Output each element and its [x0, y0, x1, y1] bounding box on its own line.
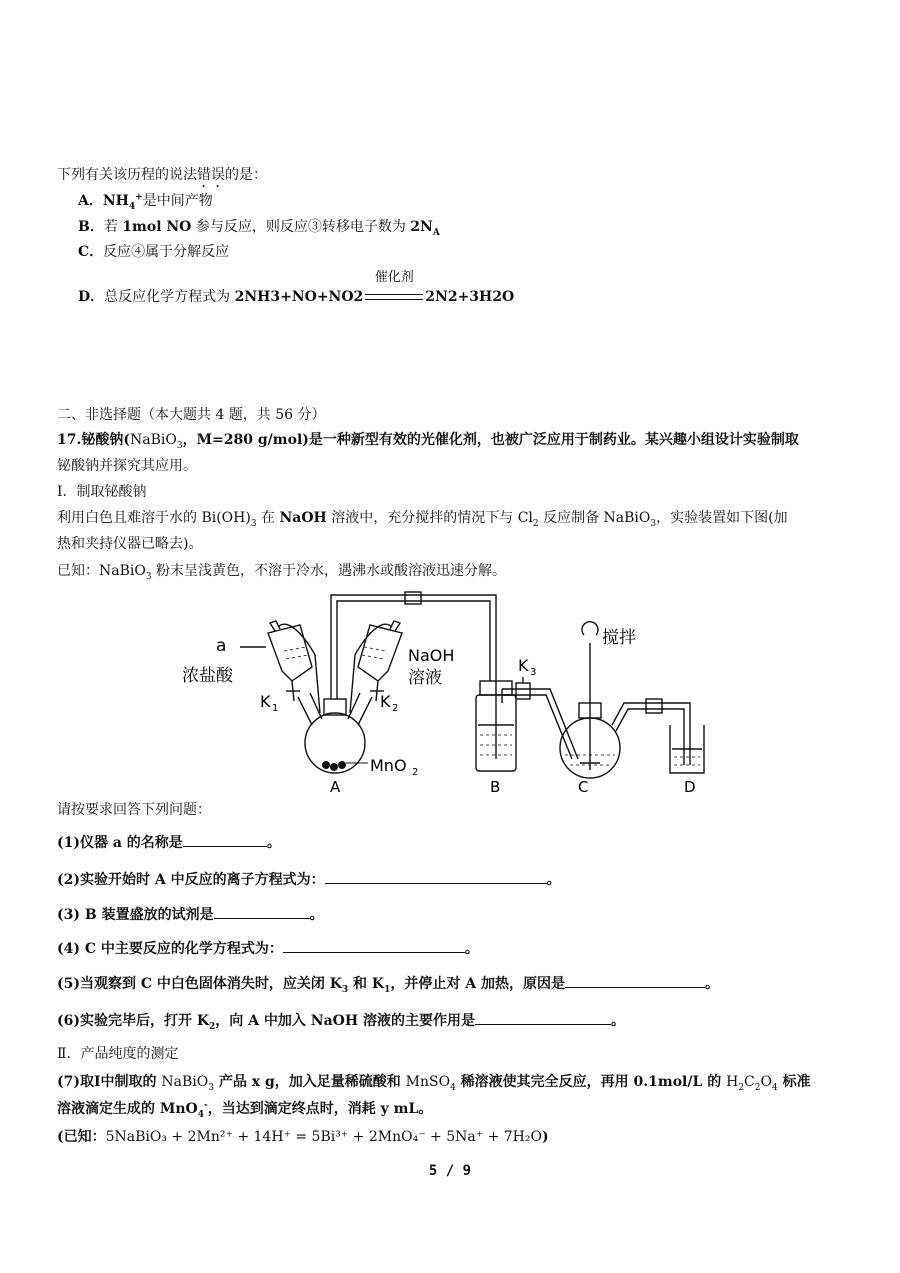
question-3: (3) B 装置盛放的试剂是 。 [57, 904, 324, 925]
label-bottle-b: B [490, 778, 501, 796]
equation-right: 2N2+3H2O [425, 289, 515, 305]
catalyst-arrow: 催化剂 [363, 287, 425, 307]
label-flask-c: C [578, 778, 589, 796]
q16-option-d: D．总反应化学方程式为 2NH3+NO+NO2 催化剂 2N2+3H2O [78, 270, 515, 305]
question-1: (1)仪器 a 的名称是 。 [57, 832, 281, 853]
label-k1-sub: 1 [272, 703, 279, 714]
apparatus-diagram [180, 585, 740, 800]
question-7-known: (已知：5NaBiO₃ + 2Mn²⁺ + 14H⁺ = 5Bi³⁺ + 2MnO₄⁻ + 5Na⁺ + 7H₂O) [57, 1129, 549, 1145]
part1-heading: Ⅰ．制取铋酸钠 [57, 484, 147, 500]
answer-blank-1[interactable] [183, 832, 267, 847]
prep-line2: 热和夹持仪器已略去)。 [57, 536, 203, 552]
q16-stem: 下列有关该历程的说法错误的是： [57, 167, 267, 183]
answer-blank-6[interactable] [475, 1010, 611, 1025]
label-flask-a: A [330, 778, 341, 796]
q16-option-b: B．若 1mol NO 参与反应，则反应③转移电子数为 $2N_A$ [78, 219, 440, 238]
answer-blank-5[interactable] [565, 973, 705, 988]
question-2: (2)实验开始时 A 中反应的离子方程式为： 。 [57, 869, 561, 890]
answer-prompt: 请按要求回答下列问题： [57, 802, 211, 818]
label-k2-sub: 2 [392, 703, 399, 714]
answer-blank-3[interactable] [214, 904, 310, 919]
label-k2: K [380, 692, 391, 711]
question-5: (5)当观察到 C 中白色固体消失时，应关闭 $K_3$ 和 $K_1$，并停止对 A 加热，原因是 。 [57, 973, 719, 994]
answer-blank-4[interactable] [283, 938, 465, 953]
label-naoh: NaOH [408, 646, 455, 665]
answer-blank-2[interactable] [325, 869, 547, 884]
label-beaker-d: D [684, 778, 696, 796]
section-heading: 二、非选择题（本大题共 4 题，共 56 分） [57, 407, 326, 423]
page-number: 5 / 9 [428, 1163, 472, 1179]
q16-option-c: C．反应④属于分解反应 [78, 244, 230, 260]
equation-left: 2NH3+NO+NO2 [234, 289, 364, 305]
question-4: (4) C 中主要反应的化学方程式为： 。 [57, 938, 479, 959]
question-7-line1: (7)取Ⅰ中制取的 NaBiO$_3$ 产品 x g，加入足量稀硫酸和 MnSO$_4$ 稀溶液使其完全反应，再用 0.1mol/L 的 $H_2C_2O_4$ 标准 [57, 1074, 811, 1093]
label-stir: 搅拌 [602, 628, 636, 648]
question-7-line2: 溶液滴定生成的 MnO$_4$-，当达到滴定终点时，消耗 y mL。 [57, 1100, 433, 1120]
known-equation: 5NaBiO₃ + 2Mn²⁺ + 14H⁺ = 5Bi³⁺ + 2MnO₄⁻ + 5Na⁺ + 7H₂O [105, 1129, 542, 1145]
label-k1: K [260, 692, 271, 711]
label-mno2-sub: 2 [412, 767, 419, 778]
q17-intro-line2: 铋酸钠并探究其应用。 [57, 458, 197, 474]
label-a: a [216, 636, 227, 656]
prep-line1: 利用白色且难溶于水的 $Bi(OH)_3$ 在 NaOH 溶液中，充分搅拌的情况下与 $Cl_2$ 反应制备 NaBiO$_3$，实验装置如下图(加 [57, 510, 788, 529]
question-6: (6)实验完毕后，打开 $K_2$，向 A 中加入 NaOH 溶液的主要作用是 。 [57, 1010, 625, 1031]
known-line: 已知：NaBiO$_3$ 粉末呈浅黄色，不溶于冷水，遇沸水或酸溶液迅速分解。 [57, 563, 507, 582]
q17-intro-line1: 17.铋酸钠(NaBiO$_3$，M=280 g/mol)是一种新型有效的光催化剂，也被广泛应用于制药业。某兴趣小组设计实验制取 [57, 432, 799, 451]
label-solution: 溶液 [408, 668, 442, 688]
label-k3-sub: 3 [530, 667, 537, 678]
q16-option-a: A．$NH_4^+$是中间产物 [78, 192, 213, 212]
part2-heading: Ⅱ．产品纯度的测定 [57, 1046, 179, 1062]
label-k3: K [518, 656, 529, 675]
label-hcl: 浓盐酸 [182, 666, 233, 686]
label-mno2: MnO [370, 756, 407, 775]
